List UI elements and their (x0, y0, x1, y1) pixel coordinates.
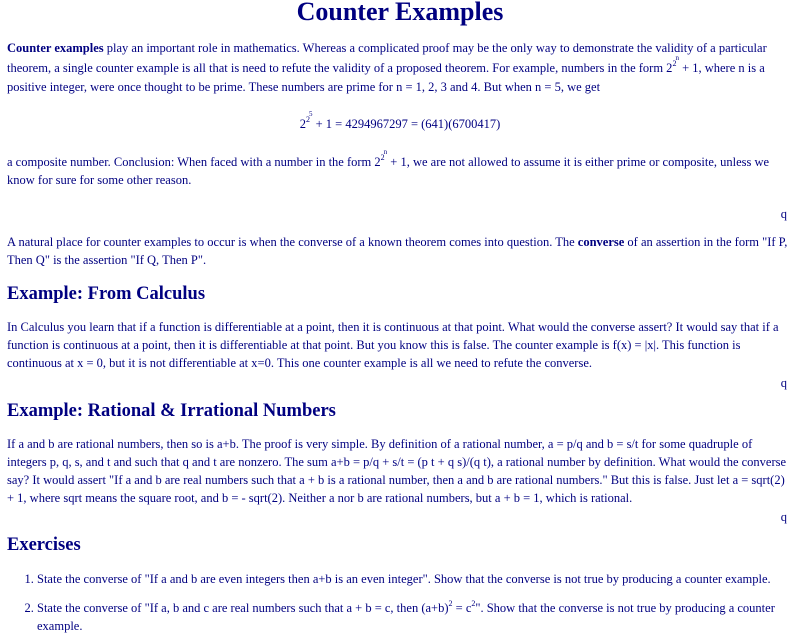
q-marker-1: q (780, 207, 787, 221)
exercise-item-1: 1. State the converse of "If a and b are even integers then a+b is an even integer". Show that the converse is not true by producing a counter example. (37, 570, 793, 588)
q-marker-3: q (780, 510, 787, 524)
exercises-heading: Exercises (7, 535, 81, 555)
equation-rest: + 1 = 4294967297 = (641)(6700417) (312, 117, 501, 131)
equation-sup-exp: 5 (308, 110, 313, 118)
converse-text-2: of an assertion in the form "If P, Then Q" is the assertion "If Q, Then P". (7, 235, 788, 267)
calculus-paragraph: In Calculus you learn that if a function is differentiable at a point, then it is continuous at that point. What would the converse assert? It would say that if a function is continuous at a point, then it is differentiable at that point. But you know this is false. The counter example is f(x) = |x|. This function is continuous at x = 0, but it is not differentiable at x=0. This one counter example is all we need to refute the converse. (7, 320, 779, 370)
conclusion-text-2: + 1, we are not allowed to assume it is either prime or composite, unless we know for sure for some other reason. (7, 155, 770, 187)
equation-base: 2 (299, 117, 306, 131)
calculus-heading: Example: From Calculus (7, 284, 206, 304)
intro-text-2: + 1, where n is a positive integer, were once thought to be prime. These numbers are prime for n = 1, 2, 3 and 4. But when n = 5, we get (7, 61, 765, 94)
q-marker-2: q (780, 376, 787, 390)
converse-text-1: A natural place for counter examples to occur is when the converse of a known theorem comes into question. The (7, 235, 578, 249)
equation (7, 110, 793, 133)
exercise-item-2 (37, 599, 793, 635)
conclusion-text-1: a composite number. Conclusion: When faced with a number in the form 2 (7, 155, 381, 169)
intro-text-1: play an important role in mathematics. Whereas a complicated proof may be the only way to demonstrate the validity of a particular theorem, a single counter example is all that is need to refute the validity of a proposed theorem. For example, numbers in the form 2 (7, 41, 767, 75)
intro-term: Counter examples (7, 41, 104, 55)
page-title: Counter Examples (296, 0, 504, 26)
conclusion-sup-exp: n (383, 148, 388, 156)
rational-heading: Example: Rational & Irrational Numbers (7, 401, 336, 421)
intro-paragraph (7, 39, 793, 97)
exercise-2-text-3: ". Show that the converse is not true by producing a counter example. (37, 601, 775, 633)
converse-paragraph (7, 233, 793, 269)
exercises-list (7, 570, 793, 635)
intro-sup-exp: n (675, 54, 679, 62)
converse-term: converse (577, 235, 625, 249)
conclusion-sup-base: 2 (380, 153, 385, 162)
exercise-2-sup-2: 2 (471, 599, 476, 608)
exercise-2-text-2: = c (452, 601, 472, 615)
equation-sup-base: 2 (305, 115, 310, 124)
exercise-2-sup-1: 2 (448, 599, 453, 608)
rational-paragraph: If a and b are rational numbers, then so is a+b. The proof is very simple. By definition of a rational number, a = p/q and b = s/t for some quadruple of integers p, q, s, and t and such that q and t are nonzero. The sum a+b = p/q + s/t = (p t + q s)/(q t), a rational number by definition. What would the converse say? It would assert "If a and b are real numbers such that a + b is a rational number, then a and b are rational numbers." But this is false. Just let a = sqrt(2) + 1, where sqrt means the square root, and b = - sqrt(2). Neither a nor b are rational numbers, but a + b = 1, which is rational. (7, 437, 787, 505)
exercise-2-text-1: State the converse of "If a, b and c are real numbers such that a + b = c, then (a+b) (37, 601, 449, 615)
conclusion-paragraph (7, 148, 793, 189)
intro-sup-base: 2 (672, 59, 677, 68)
